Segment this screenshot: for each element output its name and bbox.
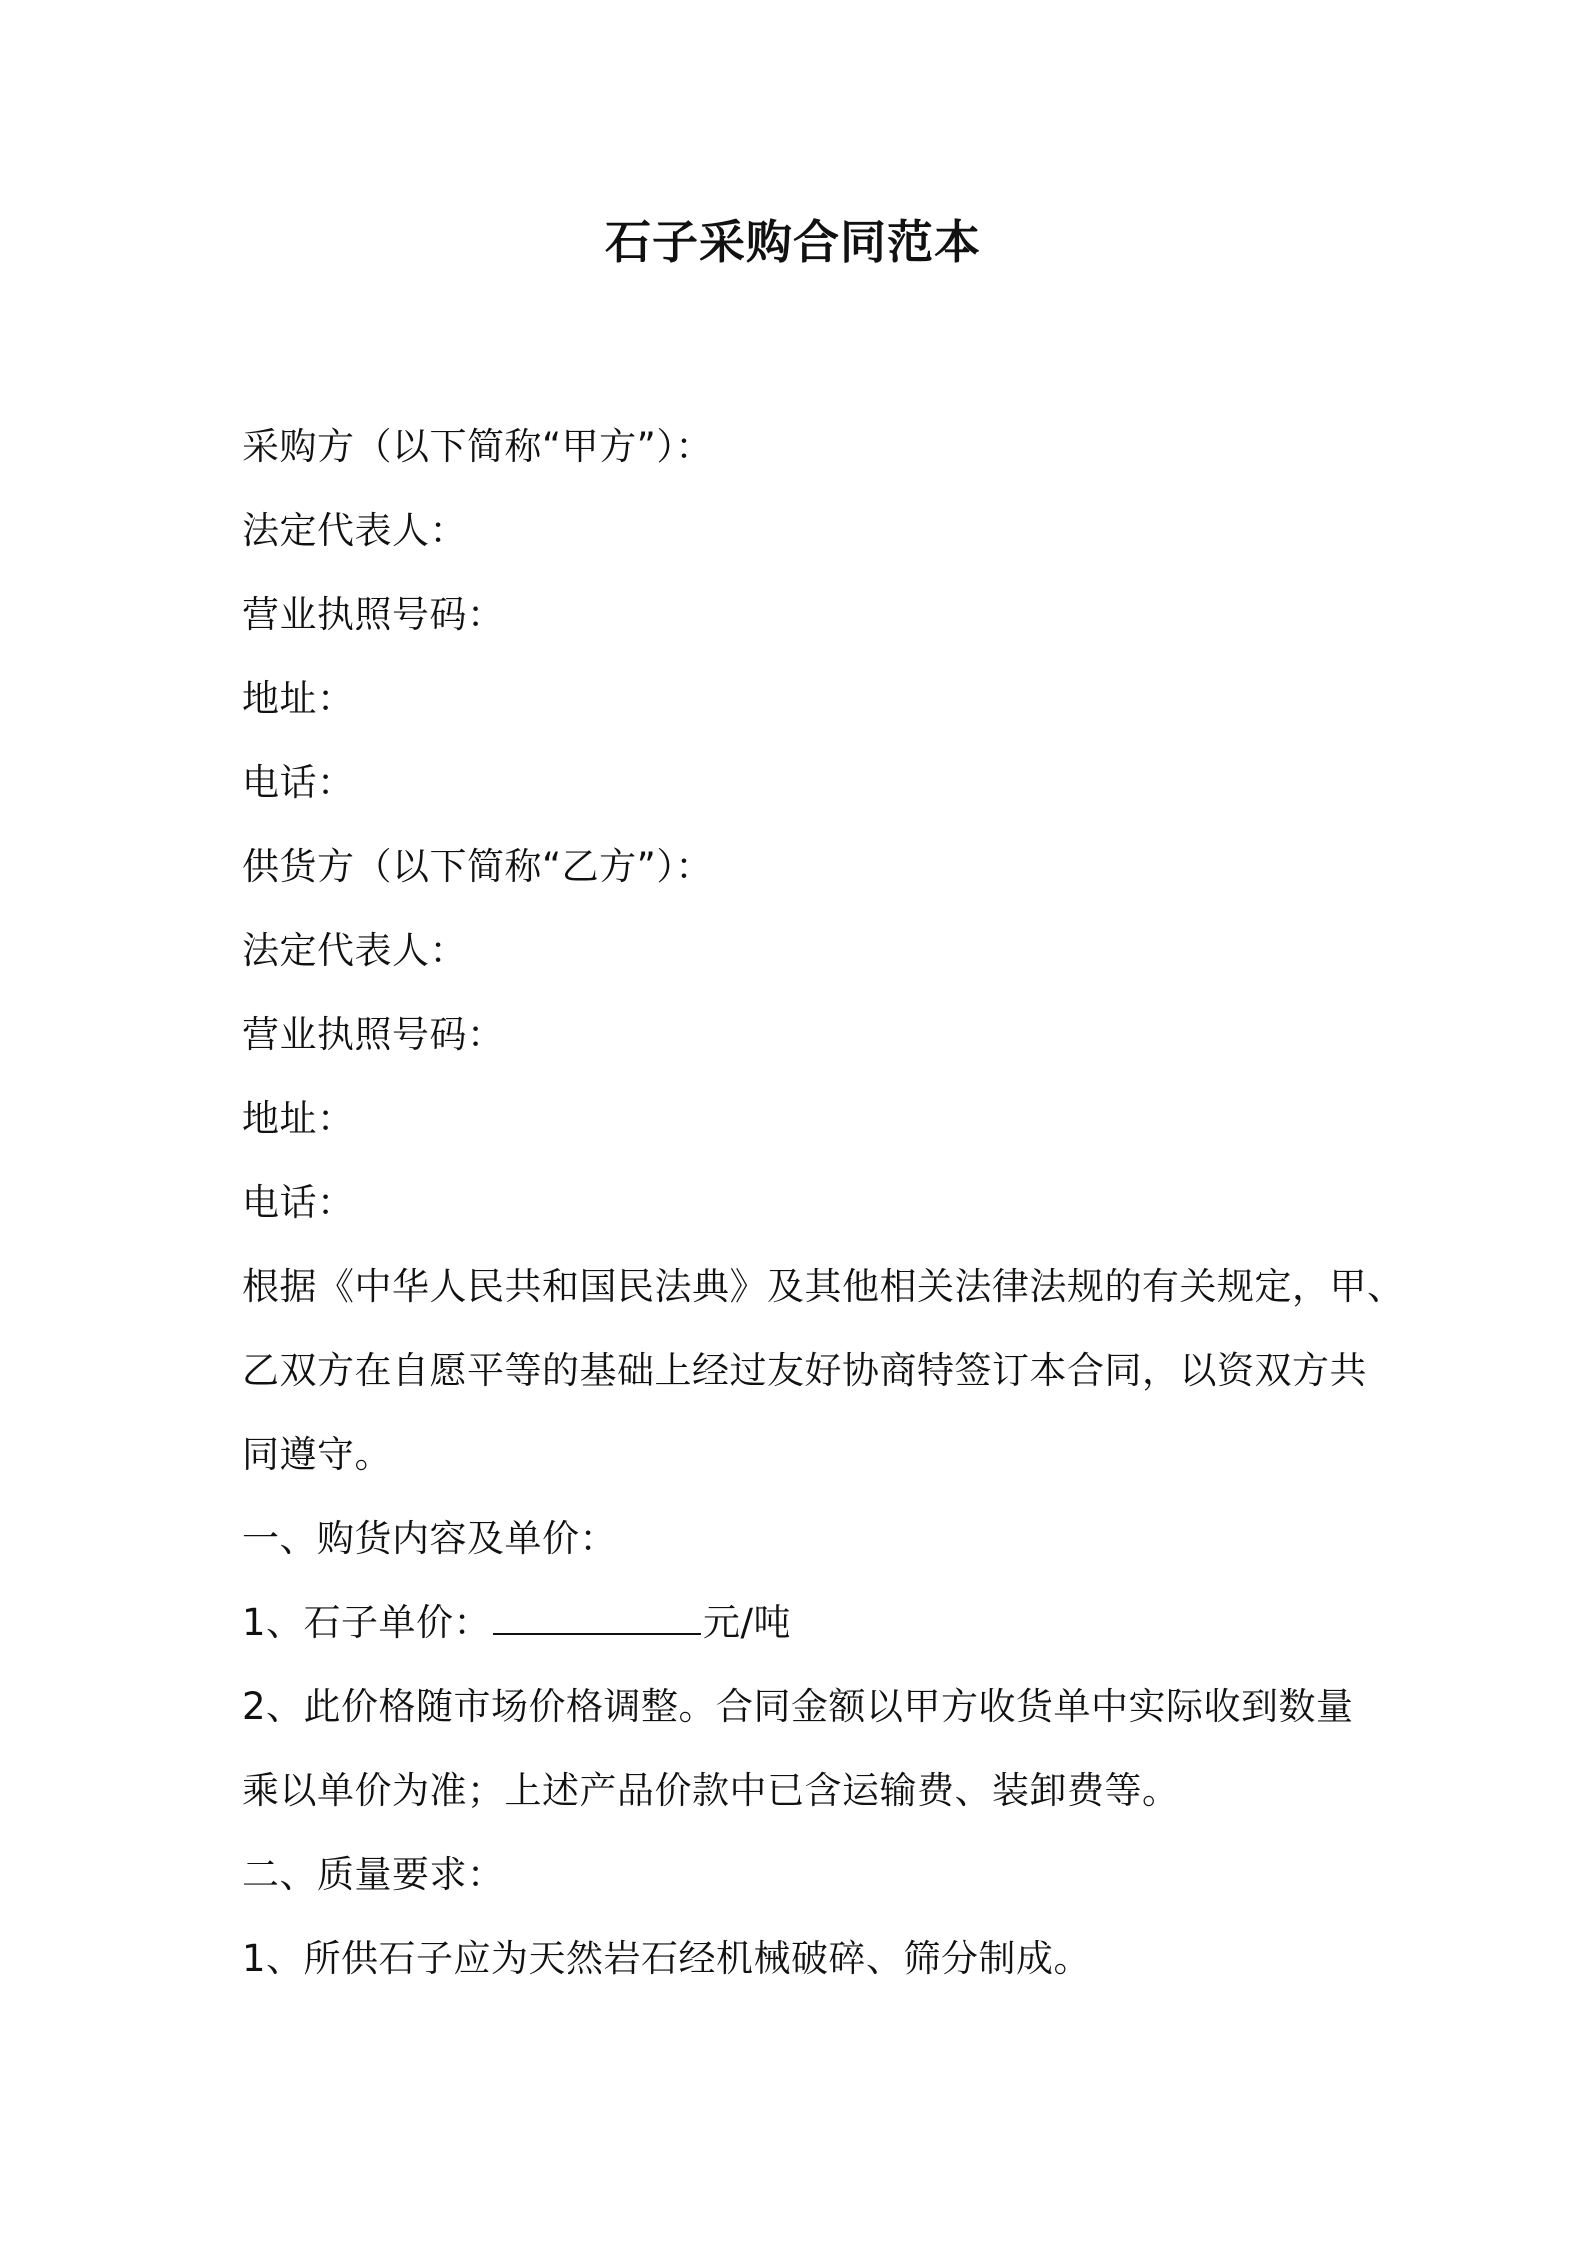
- clause-1-2-line-2: 乘以单价为准；上述产品价款中已含运输费、装卸费等。: [242, 1769, 1180, 1812]
- preamble-line-2: 乙双方在自愿平等的基础上经过友好协商特签订本合同，以资双方共: [242, 1349, 1367, 1392]
- price-blank-field: [493, 1603, 701, 1635]
- price-line-prefix: 1、石子单价：: [242, 1601, 492, 1644]
- party-b-label: 供货方（以下简称“乙方”）：: [242, 845, 713, 888]
- party-b-license-number: 营业执照号码：: [242, 1013, 505, 1056]
- preamble-line-1: 根据《中华人民共和国民法典》及其他相关法律法规的有关规定，甲、: [242, 1265, 1405, 1308]
- price-line-suffix: 元/吨: [703, 1601, 792, 1644]
- party-b-phone: 电话：: [242, 1181, 355, 1224]
- section-2-heading: 二、质量要求：: [242, 1853, 505, 1896]
- document-body: [242, 405, 1405, 2001]
- party-a-label: 采购方（以下简称“甲方”）：: [242, 425, 713, 468]
- party-b-address: 地址：: [242, 1097, 355, 1140]
- party-b-legal-rep: 法定代表人：: [242, 929, 467, 972]
- clause-1-2-line-1: 2、此价格随市场价格调整。合同金额以甲方收货单中实际收到数量: [242, 1685, 1354, 1728]
- section-1-heading: 一、购货内容及单价：: [242, 1517, 617, 1560]
- party-a-phone: 电话：: [242, 761, 355, 804]
- document-title: 石子采购合同范本: [605, 215, 981, 269]
- party-a-license-number: 营业执照号码：: [242, 593, 505, 636]
- clause-2-1: 1、所供石子应为天然岩石经机械破碎、筛分制成。: [242, 1937, 1092, 1980]
- party-a-legal-rep: 法定代表人：: [242, 509, 467, 552]
- price-line: [242, 1581, 1362, 1665]
- preamble-line-3: 同遵守。: [242, 1433, 392, 1476]
- party-a-address: 地址：: [242, 677, 355, 720]
